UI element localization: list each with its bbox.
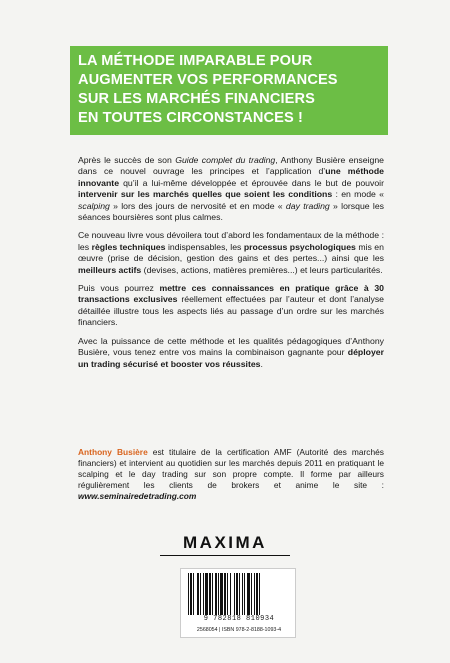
description — [78, 155, 384, 377]
barcode-bar — [224, 573, 226, 615]
paragraph-conclusion: Avec la puissance de cette méthode et les qualités pédagogiques d’Anthony Busière, vous tenez entre vos mains la combinaison gagnante pour déployer un trading sécurisé et booster vos réussites. — [78, 335, 384, 369]
headline-line: EN TOUTES CIRCONSTANCES ! — [78, 110, 303, 126]
paragraph-practice: Puis vous pourrez mettre ces connaissances en pratique grâce à 30 transactions exclusives réellement effectuées par l’auteur et dont l’analyse détaillée illustre tous les aspects liés au passage d’un ordre sur les marchés financiers. — [78, 283, 384, 328]
barcode-bar — [236, 573, 238, 615]
barcode-digits: 9 782818 810934 — [203, 615, 275, 623]
barcode-bar — [230, 573, 231, 615]
barcode-bar — [242, 573, 243, 615]
headline-line: LA MÉTHODE IMPARABLE POUR — [78, 53, 313, 69]
barcode-bar — [215, 573, 217, 615]
barcode-bar — [251, 573, 252, 615]
barcode-bar — [256, 573, 258, 615]
paragraph-intro: Après le succès de son Guide complet du trading, Anthony Busière enseigne dans ce nouvel ouvrage les principes et l’application d’une méthode innovante qu’il a lui-même développée et éprouvée dans le but de pouvoir intervenir sur les marchés quelles que soient les conditions : en mode « scalping » lors des jours de nervosité et en mode « day trading » lorsque les séances boursières sont plus calmes. — [78, 155, 385, 223]
author-bio: Anthony Busière est titulaire de la certification AMF (Autorité des marchés financiers) et intervient au quotidien sur les marchés depuis 2011 en pratiquant le scalping et le day trading sur son propre compte. Il forme par ailleurs régulièrement les clients de brokers et anime le site : www.seminairedetrading.com — [78, 447, 384, 501]
headline-line: SUR LES MARCHÉS FINANCIERS — [78, 91, 315, 107]
barcode-bar — [218, 573, 219, 615]
barcode-bar — [212, 573, 213, 615]
barcode-bar — [247, 573, 250, 615]
barcode — [180, 568, 296, 638]
author-name: Anthony Busière — [78, 447, 148, 457]
publisher-logo: MAXIMA — [160, 533, 290, 556]
barcode-bar — [188, 573, 189, 615]
barcode-bar — [239, 573, 240, 615]
barcode-bar — [259, 573, 260, 615]
logo-underline — [160, 555, 290, 556]
barcode-bar — [205, 573, 208, 615]
barcode-bar — [193, 573, 194, 615]
barcode-bars — [187, 573, 291, 615]
barcode-bar — [200, 573, 201, 615]
barcode-bar — [244, 573, 245, 615]
isbn-line: 2568054 | ISBN 978-2-8188-1093-4 — [196, 627, 282, 633]
barcode-bar — [209, 573, 211, 615]
paragraph-fundamentals: Ce nouveau livre vous dévoilera tout d’abord les fondamentaux de la méthode : les règles techniques indispensables, les processus psychologiques mis en œuvre (prise de décision, gestion des gains et des pertes...) ainsi que les meilleurs actifs (devises, actions, matières premières...) et leurs particularités. — [78, 230, 384, 275]
barcode-bar — [227, 573, 228, 615]
barcode-bar — [254, 573, 255, 615]
barcode-bar — [220, 573, 223, 615]
barcode-bar — [197, 573, 199, 615]
website-link[interactable]: www.seminairedetrading.com — [78, 491, 197, 501]
barcode-bar — [190, 573, 192, 615]
barcode-bar — [234, 573, 235, 615]
barcode-bar — [203, 573, 204, 615]
headline-banner — [70, 46, 388, 135]
headline-line: AUGMENTER VOS PERFORMANCES — [78, 72, 338, 88]
